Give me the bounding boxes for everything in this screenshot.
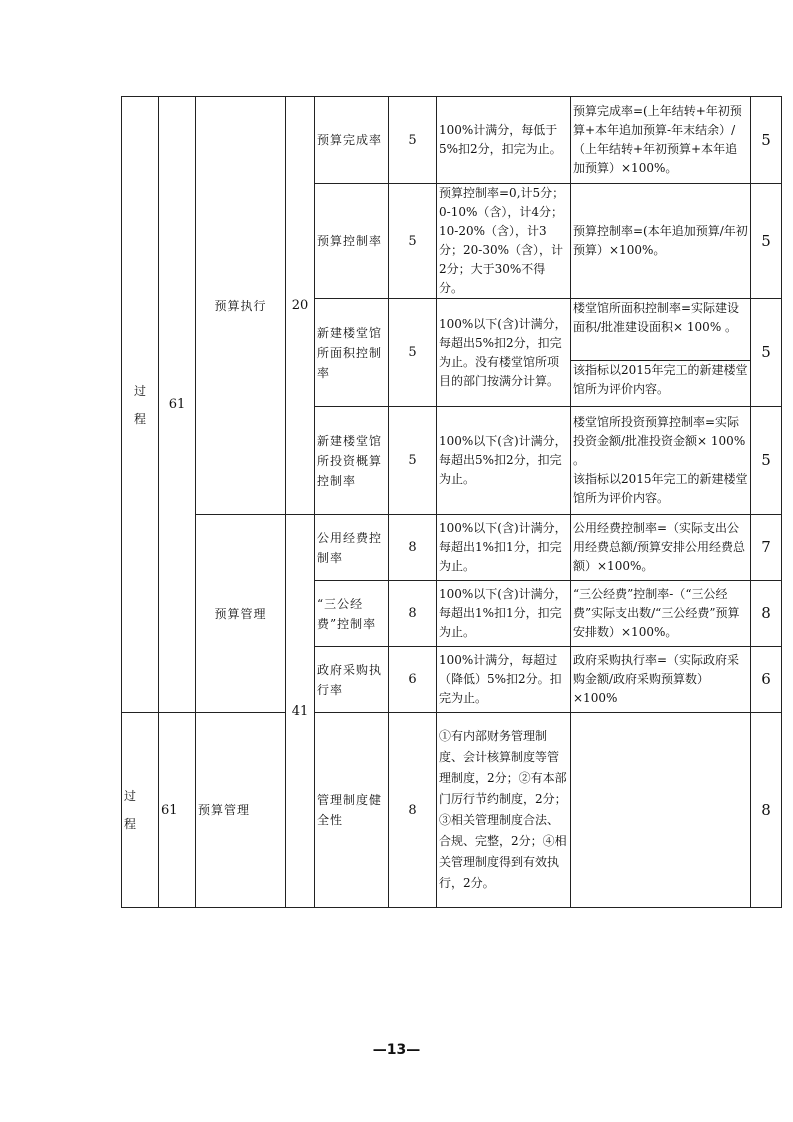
score: 5 — [751, 299, 782, 407]
table-row — [122, 515, 782, 581]
formula-cell — [571, 407, 751, 515]
indicator-weight: 8 — [389, 515, 437, 581]
scoring-standard: 100%以下(含)计满分，每超出5%扣2分，扣完为止。没有楼堂馆所项目的部门按满分计算。 — [437, 299, 571, 407]
formula: 楼堂馆所投资预算控制率=实际投资金额/批准投资金额× 100% 。 — [573, 415, 746, 467]
indicator-name: 政府采购执行率 — [315, 647, 389, 713]
indicator-weight: 5 — [389, 407, 437, 515]
indicator-weight: 6 — [389, 647, 437, 713]
level1-cell: 过 程 — [122, 713, 159, 908]
formula: 预算控制率=(本年追加预算/年初预算）×100%。 — [571, 184, 751, 299]
level1-cell: 过 程 — [122, 97, 159, 713]
indicator-name: “三公经费”控制率 — [315, 581, 389, 647]
scoring-standard: 100%以下(含)计满分，每超出5%扣2分，扣完为止。 — [437, 407, 571, 515]
indicator-name: 预算完成率 — [315, 97, 389, 184]
scoring-standard: 100%以下(含)计满分，每超出1%扣1分，扣完为止。 — [437, 581, 571, 647]
level2-name: 预算执行 — [196, 97, 286, 515]
formula-cell — [571, 299, 751, 407]
formula: 预算完成率=(上年结转+年初预算+本年追加预算-年末结余）/（上年结转+年初预算+本年追加预算）×100%。 — [571, 97, 751, 184]
indicator-weight: 8 — [389, 581, 437, 647]
level2-weight: 20 — [286, 97, 315, 515]
formula: 政府采购执行率=（实际政府采购金额/政府采购预算数）×100% — [571, 647, 751, 713]
table-row — [122, 97, 782, 184]
indicator-weight: 5 — [389, 97, 437, 184]
level2-name: 预算管理 — [196, 713, 286, 908]
level2-name: 预算管理 — [196, 515, 286, 713]
formula-note: 该指标以2015年完工的新建楼堂馆所为评价内容。 — [573, 363, 748, 396]
indicator-name: 管理制度健全性 — [315, 713, 389, 908]
indicator-weight: 5 — [389, 299, 437, 407]
scoring-standard: ①有内部财务管理制度、会计核算制度等管理制度，2分；②有本部门厉行节约制度，2分；③相关管理制度合法、合规、完整，2分；④相关管理制度得到有效执行，2分。 — [437, 713, 571, 908]
scoring-standard: 100%计满分，每低于5%扣2分，扣完为止。 — [437, 97, 571, 184]
page-number: —13— — [372, 1042, 421, 1058]
score: 5 — [751, 97, 782, 184]
indicator-name: 公用经费控制率 — [315, 515, 389, 581]
score: 5 — [751, 184, 782, 299]
evaluation-table — [121, 96, 782, 908]
score: 5 — [751, 407, 782, 515]
indicator-name: 新建楼堂馆所面积控制率 — [315, 299, 389, 407]
indicator-name: 新建楼堂馆所投资概算控制率 — [315, 407, 389, 515]
formula: “三公经费”控制率-（“三公经费”实际支出数/“三公经费”预算安排数）×100%。 — [571, 581, 751, 647]
level2-weight: 41 — [286, 515, 315, 908]
indicator-weight: 5 — [389, 184, 437, 299]
table-row — [122, 713, 782, 908]
score: 8 — [751, 713, 782, 908]
level1-weight: 61 — [159, 713, 196, 908]
formula: 公用经费控制率=（实际支出公用经费总额/预算安排公用经费总额）×100%。 — [571, 515, 751, 581]
level1-weight: 61 — [159, 97, 196, 713]
score: 7 — [751, 515, 782, 581]
scoring-standard: 100%计满分，每超过（降低）5%扣2分。扣完为止。 — [437, 647, 571, 713]
indicator-weight: 8 — [389, 713, 437, 908]
score: 8 — [751, 581, 782, 647]
formula: 楼堂馆所面积控制率=实际建设面积/批准建设面积× 100% 。 — [571, 299, 750, 361]
scoring-standard: 预算控制率=0,计5分；0-10%（含），计4分；10-20%（含），计3分；20-30%（含），计2分；大于30%不得分。 — [437, 184, 571, 299]
indicator-name: 预算控制率 — [315, 184, 389, 299]
formula — [571, 713, 751, 908]
formula-note: 该指标以2015年完工的新建楼堂馆所为评价内容。 — [573, 472, 748, 505]
score: 6 — [751, 647, 782, 713]
scoring-standard: 100%以下(含)计满分，每超出1%扣1分，扣完为止。 — [437, 515, 571, 581]
